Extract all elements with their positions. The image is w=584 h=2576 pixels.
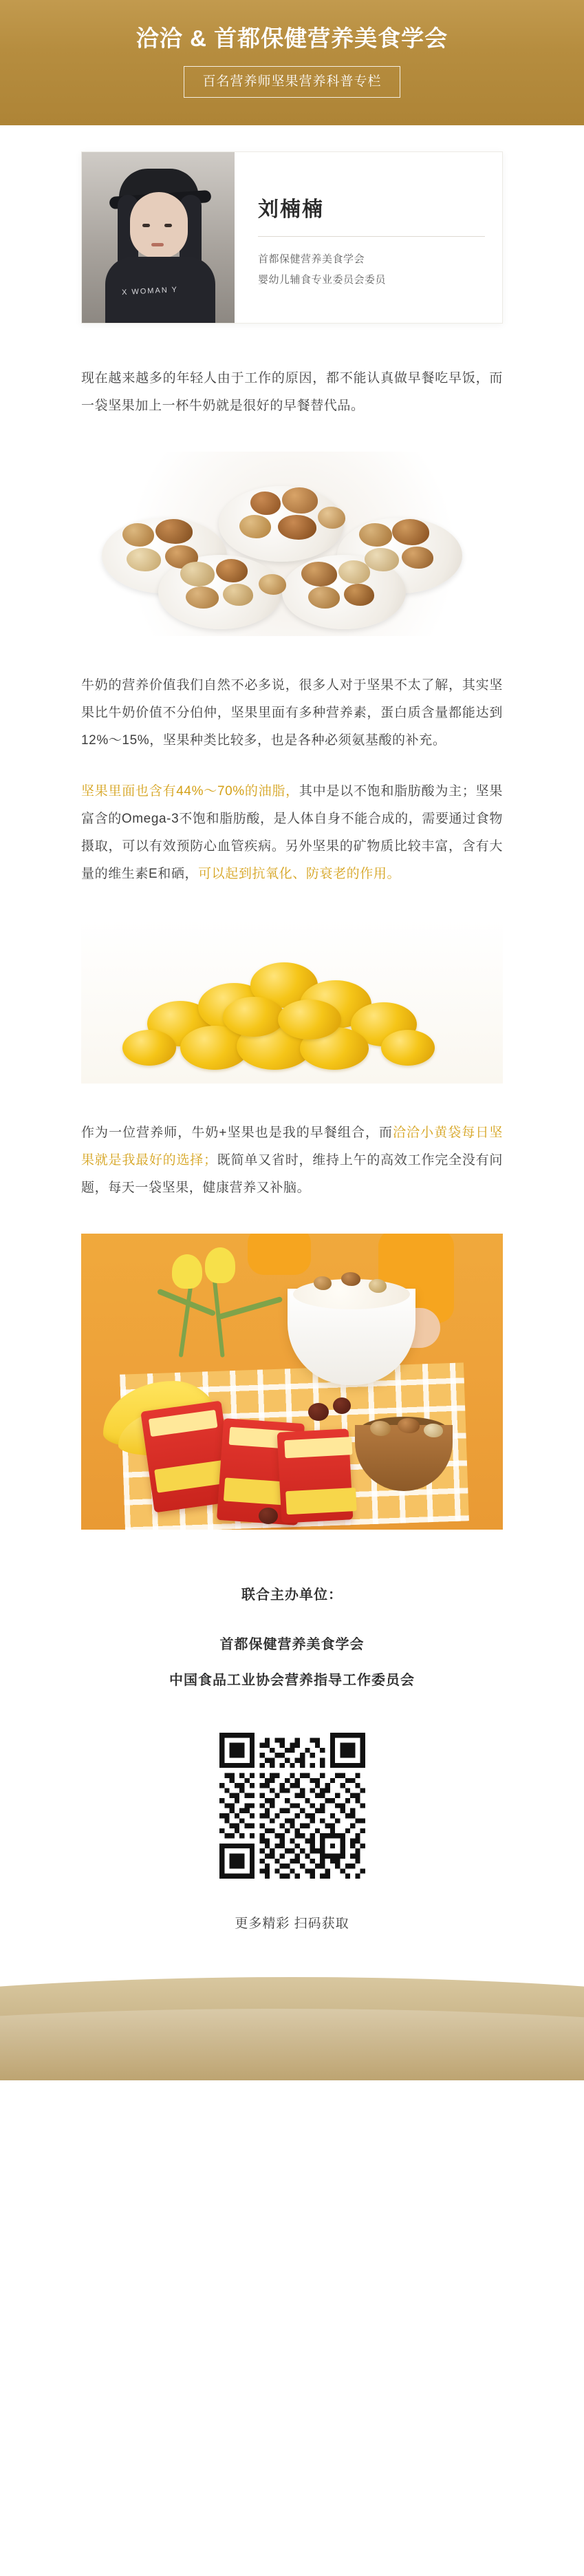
capsule (223, 997, 285, 1037)
product-package (277, 1428, 354, 1523)
nut (308, 587, 340, 609)
nut-topping (341, 1272, 360, 1286)
footer-block (0, 1583, 584, 1939)
sleeve (248, 1234, 311, 1275)
paragraph-3 (81, 778, 503, 888)
face-shape (130, 192, 188, 258)
date-fruit (259, 1508, 278, 1524)
nut (424, 1424, 443, 1437)
paragraph-3-middle: 其中是以不饱和脂肪酸为主；坚果富含的Omega-3不饱和脂肪酸，是人体自身不能合成的，需要通过食物摄取，可以有效预防心血管疾病。另外坚果的矿物质比较丰富，含有大量的维生素E和硒， (81, 784, 503, 881)
figure-breakfast-scene (81, 1234, 503, 1530)
ribbon-highlight (0, 2009, 584, 2080)
leaf (218, 1296, 283, 1320)
eye-right (164, 224, 172, 227)
figure-mixed-nuts (81, 452, 503, 636)
paragraph-2: 牛奶的营养价值我们自然不必多说，很多人对于坚果不太了解，其实坚果比牛奶价值不分伯仲，坚果里面有多种营养素，蛋白质含量都能达到12%～15%，坚果种类比较多，也是各种必须氨基酸的补充。 (81, 678, 503, 748)
author-photo (82, 152, 235, 323)
author-affiliation-2: 婴幼儿辅食专业委员会委员 (258, 274, 387, 286)
nut-topping (314, 1276, 332, 1290)
paragraph-4-pre: 作为一位营养师，牛奶+坚果也是我的早餐组合，而 (81, 1126, 393, 1140)
tulip-flower (172, 1254, 202, 1289)
bottom-ribbon (0, 1977, 584, 2080)
qr-code-icon[interactable] (219, 1733, 365, 1879)
nut (180, 562, 215, 587)
nut (127, 548, 161, 571)
nut (398, 1418, 420, 1433)
date-fruit (333, 1397, 351, 1414)
shirt-text: X WOMAN Y (121, 285, 179, 297)
capsule (122, 1030, 176, 1066)
nut (318, 507, 345, 529)
highlight-text-1: 坚果里面也含有44%～70%的油脂， (81, 784, 299, 799)
date-fruit (308, 1403, 329, 1421)
nut (155, 519, 193, 544)
nut (122, 523, 154, 547)
nut (216, 559, 248, 582)
nut (259, 574, 286, 595)
header-subtitle-wrap (0, 66, 584, 98)
package-top-band (284, 1437, 352, 1458)
capsule (278, 1000, 341, 1039)
scan-hint: 更多精彩 扫码获取 (235, 1917, 349, 1931)
nut-topping (369, 1279, 387, 1293)
page-header (0, 0, 584, 125)
highlight-text-2: 可以起到抗氧化、防衰老的作用。 (198, 867, 401, 881)
mouth (151, 243, 164, 246)
package-label-strip (154, 1460, 227, 1493)
nut (402, 547, 433, 569)
organizer-2: 中国食品工业协会营养指导工作委员会 (169, 1673, 415, 1688)
author-info (235, 152, 502, 323)
organizer-1: 首都保健营养美食学会 (219, 1637, 365, 1652)
nut (223, 584, 253, 606)
article-content (0, 151, 584, 2080)
tulip-flower (205, 1247, 235, 1283)
nut (392, 519, 429, 545)
nut (301, 562, 337, 587)
paragraph-4 (81, 1119, 503, 1202)
paragraph-1: 现在越来越多的年轻人由于工作的原因，都不能认真做早餐吃早饭，而一袋坚果加上一杯牛奶就是很好的早餐替代品。 (81, 371, 503, 413)
nut (344, 584, 374, 606)
nut (370, 1421, 391, 1436)
divider (258, 236, 485, 237)
nut (282, 487, 318, 514)
package-top-band (149, 1410, 218, 1437)
page-title: 洽洽 & 首都保健营养美食学会 (136, 25, 448, 51)
qr-code-wrap[interactable] (214, 1727, 371, 1884)
column-badge: 百名营养师坚果营养科普专栏 (184, 66, 400, 98)
paragraph-4-post: 既简单又省时，维持上午的高效工作完全没有问题，每天一袋坚果，健康营养又补脑。 (81, 1153, 503, 1195)
nut (365, 548, 399, 571)
author-affiliation-1: 首都保健营养美食学会 (258, 253, 365, 265)
figure-oil-capsules (81, 920, 503, 1084)
nut (278, 515, 316, 540)
nut (338, 560, 370, 584)
author-name: 刘楠楠 (258, 198, 324, 221)
nut (359, 523, 392, 547)
author-card (81, 151, 503, 324)
nut (239, 515, 271, 538)
nut (250, 492, 281, 515)
highlight-text-3: 洽洽小黄袋每日坚果就是我最好的选择； (81, 1126, 503, 1168)
nut (186, 587, 219, 609)
package-label-strip (285, 1488, 357, 1514)
capsule (381, 1030, 435, 1066)
coorganizer-label: 联合主办单位： (241, 1587, 343, 1603)
eye-left (142, 224, 150, 227)
